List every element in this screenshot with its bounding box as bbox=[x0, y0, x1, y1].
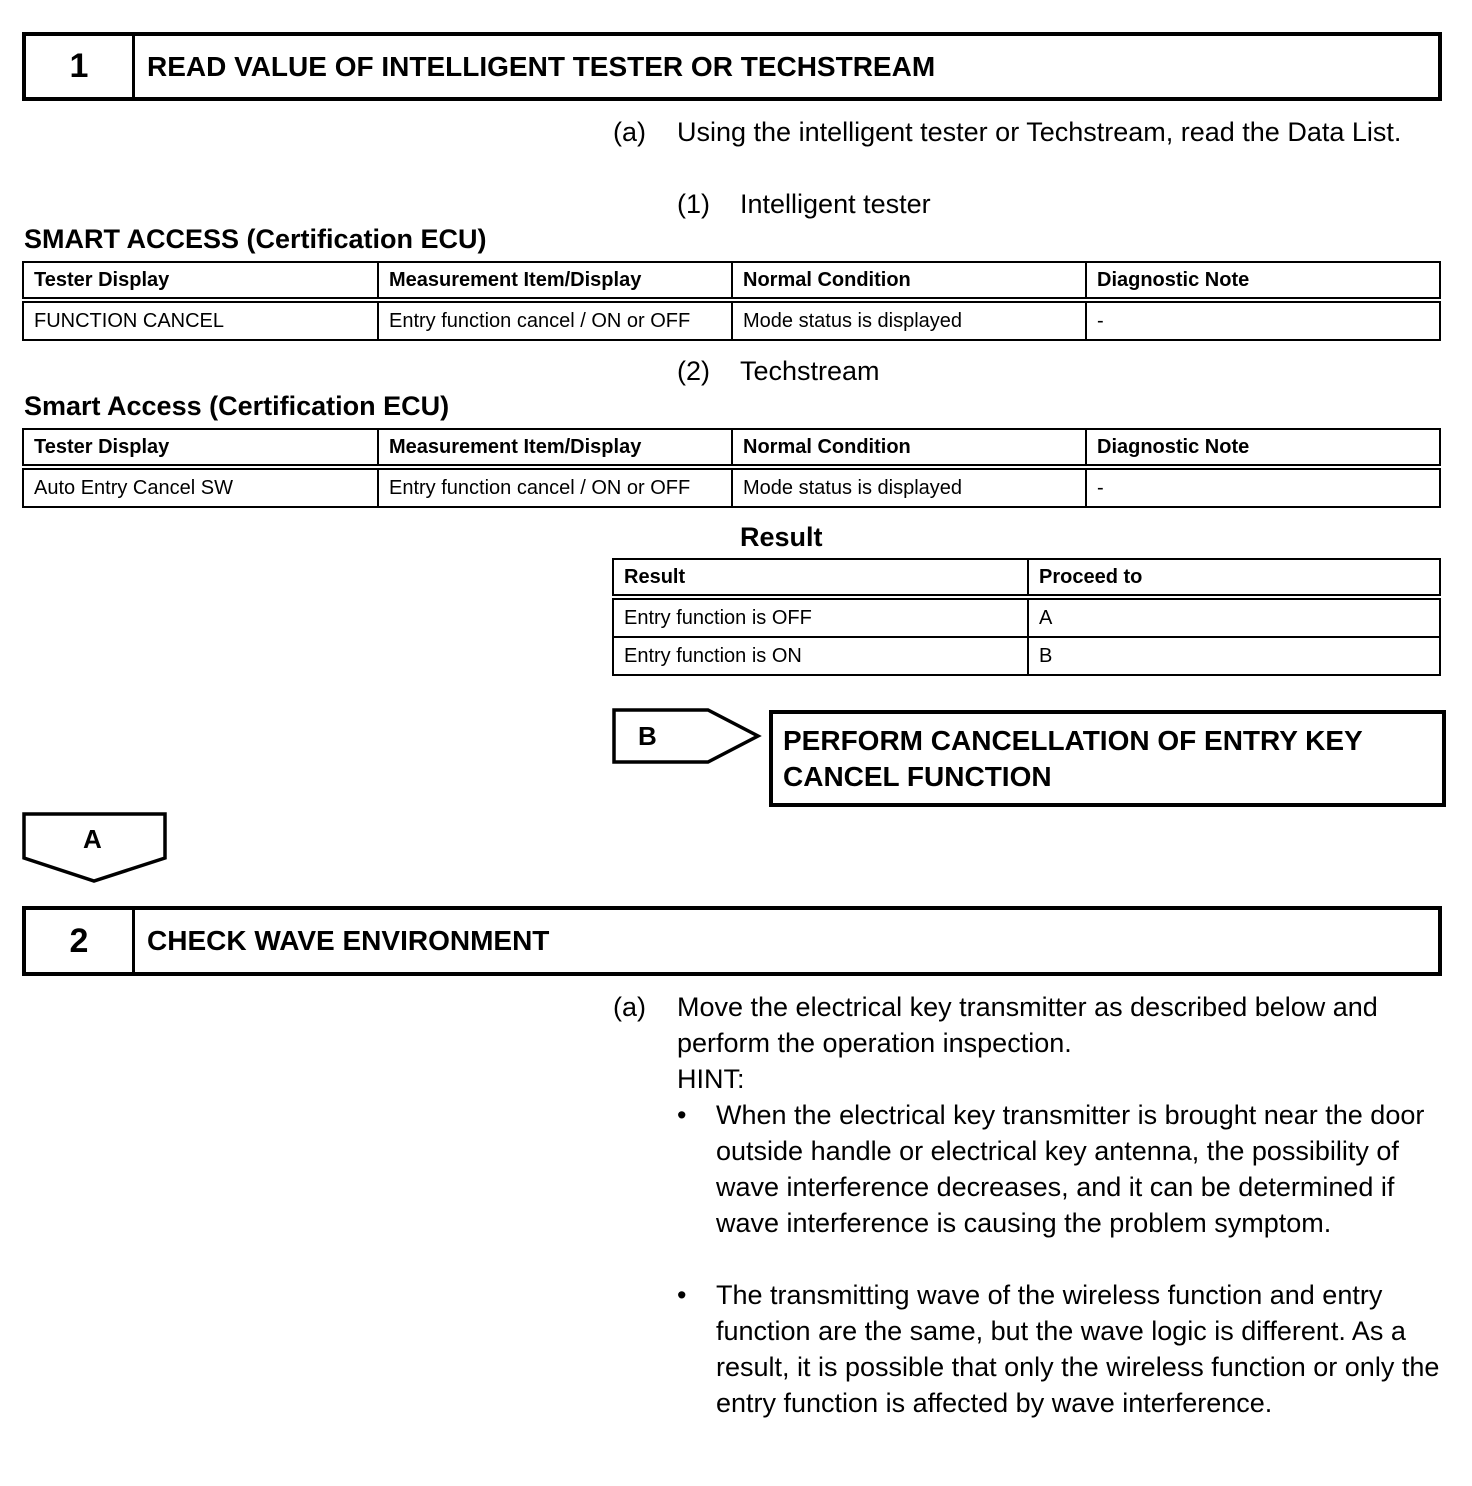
table-cell: Entry function cancel / ON or OFF bbox=[378, 300, 732, 340]
table-cell: - bbox=[1086, 467, 1440, 507]
item-text: Techstream bbox=[740, 356, 880, 386]
branch-b-label: B bbox=[638, 721, 657, 751]
item-text: Intelligent tester bbox=[740, 189, 931, 219]
table-cell: A bbox=[1028, 597, 1440, 637]
table-cell: - bbox=[1086, 300, 1440, 340]
step-2-header bbox=[22, 906, 1442, 976]
data-list-table-techstream bbox=[22, 428, 1441, 508]
column-header: Result bbox=[613, 559, 1028, 597]
step-number: 2 bbox=[26, 910, 135, 972]
column-header: Normal Condition bbox=[732, 429, 1086, 467]
column-header: Measurement Item/Display bbox=[378, 429, 732, 467]
result-table bbox=[612, 558, 1441, 676]
table-row bbox=[613, 597, 1440, 637]
step-title: READ VALUE OF INTELLIGENT TESTER OR TECHSTREAM bbox=[147, 50, 936, 82]
item-label: (a) bbox=[613, 117, 646, 147]
table-cell: Entry function cancel / ON or OFF bbox=[378, 467, 732, 507]
table-row bbox=[23, 300, 1440, 340]
table-cell: Auto Entry Cancel SW bbox=[23, 467, 378, 507]
step-1-header bbox=[22, 32, 1442, 101]
item-label: (1) bbox=[677, 189, 710, 219]
bullet-icon: • bbox=[677, 1100, 687, 1130]
step-title: CHECK WAVE ENVIRONMENT bbox=[147, 925, 550, 956]
item-label: (a) bbox=[613, 992, 646, 1022]
item-text: Move the electrical key transmitter as described below and perform the operation inspection. bbox=[677, 992, 1378, 1058]
branch-a-label: A bbox=[83, 824, 102, 854]
table-row bbox=[613, 637, 1440, 675]
step-number: 1 bbox=[26, 36, 135, 97]
data-list-table-intelligent-tester bbox=[22, 261, 1441, 341]
branch-b-action-box bbox=[769, 710, 1446, 807]
column-header: Tester Display bbox=[23, 429, 378, 467]
hint-bullet: The transmitting wave of the wireless function and entry function are the same, but the wave logic is different. As a result, it is possible that only the wireless function or only the entry function is affected by wave interference. bbox=[716, 1280, 1440, 1418]
branch-b-arrow-icon bbox=[610, 706, 764, 768]
column-header: Tester Display bbox=[23, 262, 378, 300]
table-cell: B bbox=[1028, 637, 1440, 675]
table-row bbox=[23, 467, 1440, 507]
table-cell: Mode status is displayed bbox=[732, 467, 1086, 507]
table-cell: Entry function is OFF bbox=[613, 597, 1028, 637]
column-header: Diagnostic Note bbox=[1086, 429, 1440, 467]
column-header: Measurement Item/Display bbox=[378, 262, 732, 300]
table-cell: FUNCTION CANCEL bbox=[23, 300, 378, 340]
column-header: Diagnostic Note bbox=[1086, 262, 1440, 300]
branch-b-action-text: PERFORM CANCELLATION OF ENTRY KEY CANCEL FUNCTION bbox=[783, 725, 1363, 792]
hint-label: HINT: bbox=[677, 1064, 745, 1094]
table-title: Smart Access (Certification ECU) bbox=[24, 391, 450, 421]
table-title: SMART ACCESS (Certification ECU) bbox=[24, 224, 487, 254]
item-text: Using the intelligent tester or Techstream, read the Data List. bbox=[677, 117, 1402, 147]
hint-bullet: When the electrical key transmitter is brought near the door outside handle or electrical key antenna, the possibility of wave interference decreases, and it can be determined if wave interference is causing the problem symptom. bbox=[716, 1100, 1425, 1238]
table-cell: Mode status is displayed bbox=[732, 300, 1086, 340]
bullet-icon: • bbox=[677, 1280, 687, 1310]
item-label: (2) bbox=[677, 356, 710, 386]
column-header: Normal Condition bbox=[732, 262, 1086, 300]
table-cell: Entry function is ON bbox=[613, 637, 1028, 675]
result-title: Result bbox=[740, 522, 823, 552]
column-header: Proceed to bbox=[1028, 559, 1440, 597]
